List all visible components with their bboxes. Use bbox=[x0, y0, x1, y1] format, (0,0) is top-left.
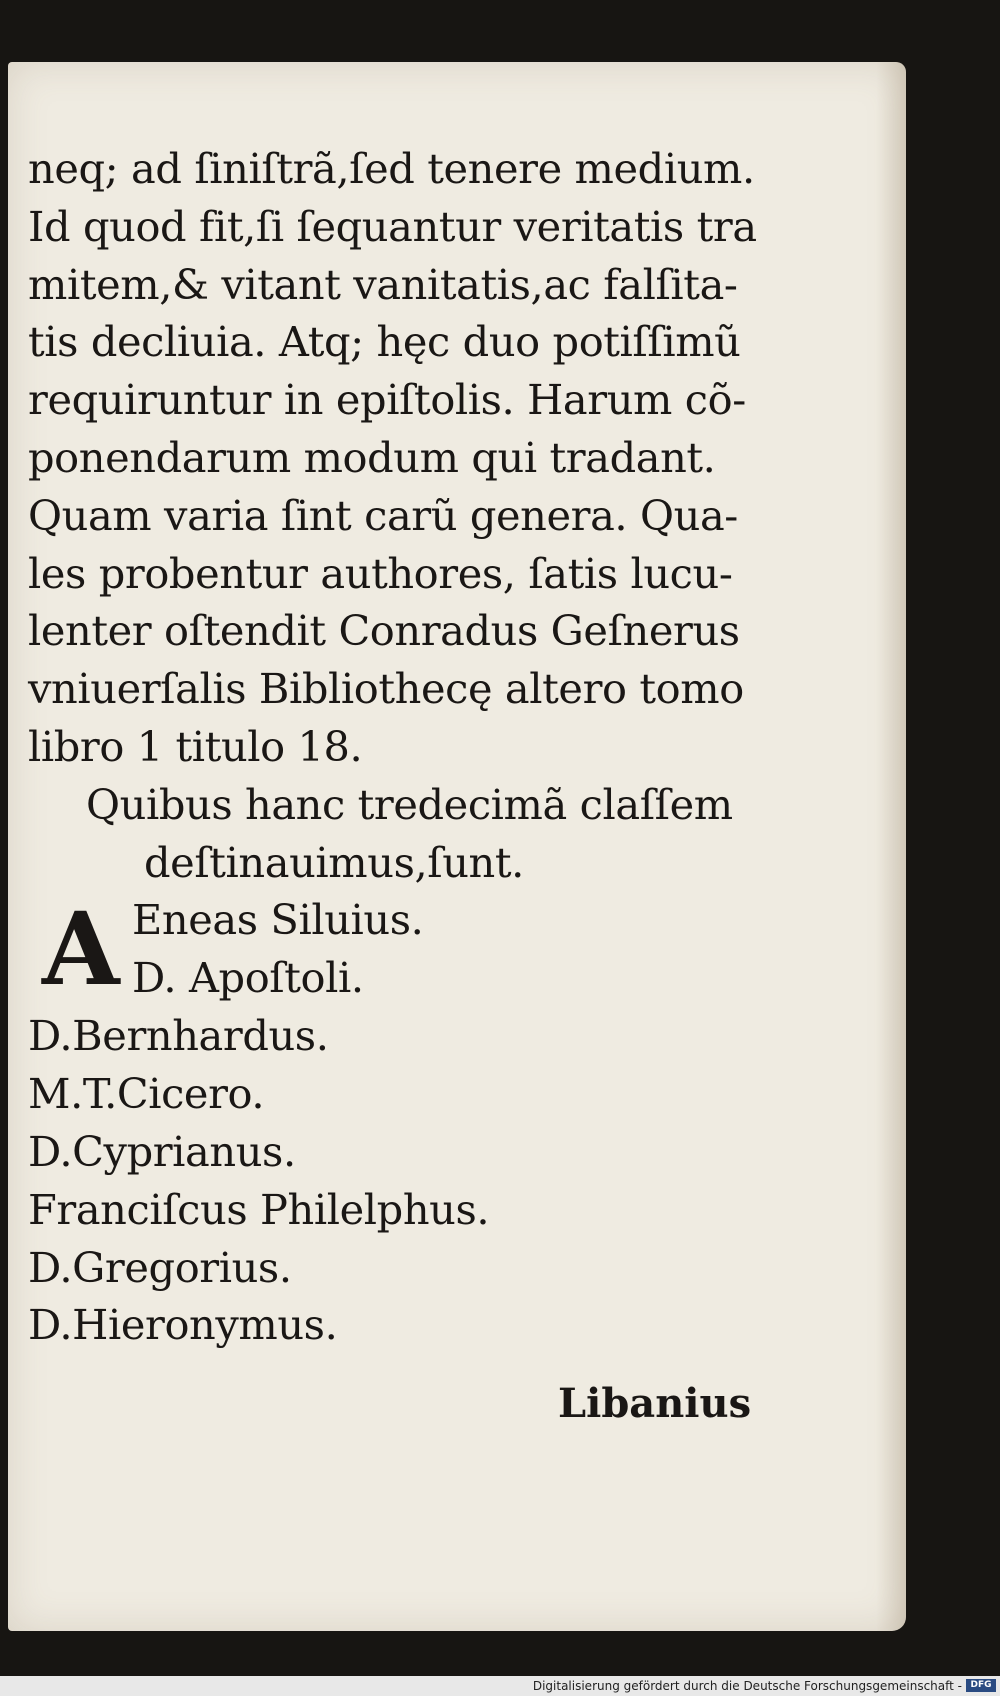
text-line: vniuerſalis Bibliothecę altero tomo bbox=[28, 664, 744, 714]
text-line: Id quod fit,ſi ſequantur veritatis tra bbox=[28, 201, 757, 251]
author-entry: D.Cyprianus. bbox=[28, 1126, 296, 1176]
text-line: mitem,& vitant vanitatis,ac falſita- bbox=[28, 259, 738, 309]
page-text bbox=[28, 140, 788, 1354]
text-line: les probentur authores, ſatis lucu- bbox=[28, 548, 733, 598]
text-line: requiruntur in epiſtolis. Harum cõ- bbox=[28, 375, 746, 425]
initial-letter: A bbox=[42, 890, 120, 1009]
text-line: ponendarum modum qui tradant. bbox=[28, 432, 716, 482]
author-entry: D.Bernhardus. bbox=[28, 1011, 329, 1061]
dfg-logo: DFG bbox=[966, 1679, 996, 1692]
book-page bbox=[8, 62, 906, 1631]
author-entry: D.Hieronymus. bbox=[28, 1300, 338, 1350]
intro-line: deſtinauimus,ſunt. bbox=[144, 837, 524, 887]
author-entry: D. Apoſtoli. bbox=[132, 953, 364, 1003]
text-line: lenter oſtendit Conradus Geſnerus bbox=[28, 606, 740, 656]
author-entry: M.T.Cicero. bbox=[28, 1069, 265, 1119]
catchword: Libanius bbox=[558, 1380, 752, 1427]
text-line: libro 1 titulo 18. bbox=[28, 721, 363, 771]
footer-bar bbox=[0, 1676, 1000, 1696]
intro-line: Quibus hanc tredecimã claſſem bbox=[86, 779, 733, 829]
text-line: Quam varia ſint carũ genera. Qua- bbox=[28, 490, 738, 540]
footer-credit: Digitalisierung gefördert durch die Deutsche Forschungsgemeinschaft - bbox=[532, 1679, 962, 1693]
decorated-initial-block bbox=[28, 891, 788, 1007]
author-entry: D.Gregorius. bbox=[28, 1242, 292, 1292]
text-line: neq; ad ſiniſtrã,ſed tenere medium. bbox=[28, 144, 755, 193]
text-line: tis decliuia. Atq; hęc duo potiſſimũ bbox=[28, 317, 741, 367]
author-entry: Eneas Siluius. bbox=[132, 895, 424, 945]
author-entry: Franciſcus Philelphus. bbox=[28, 1184, 490, 1234]
